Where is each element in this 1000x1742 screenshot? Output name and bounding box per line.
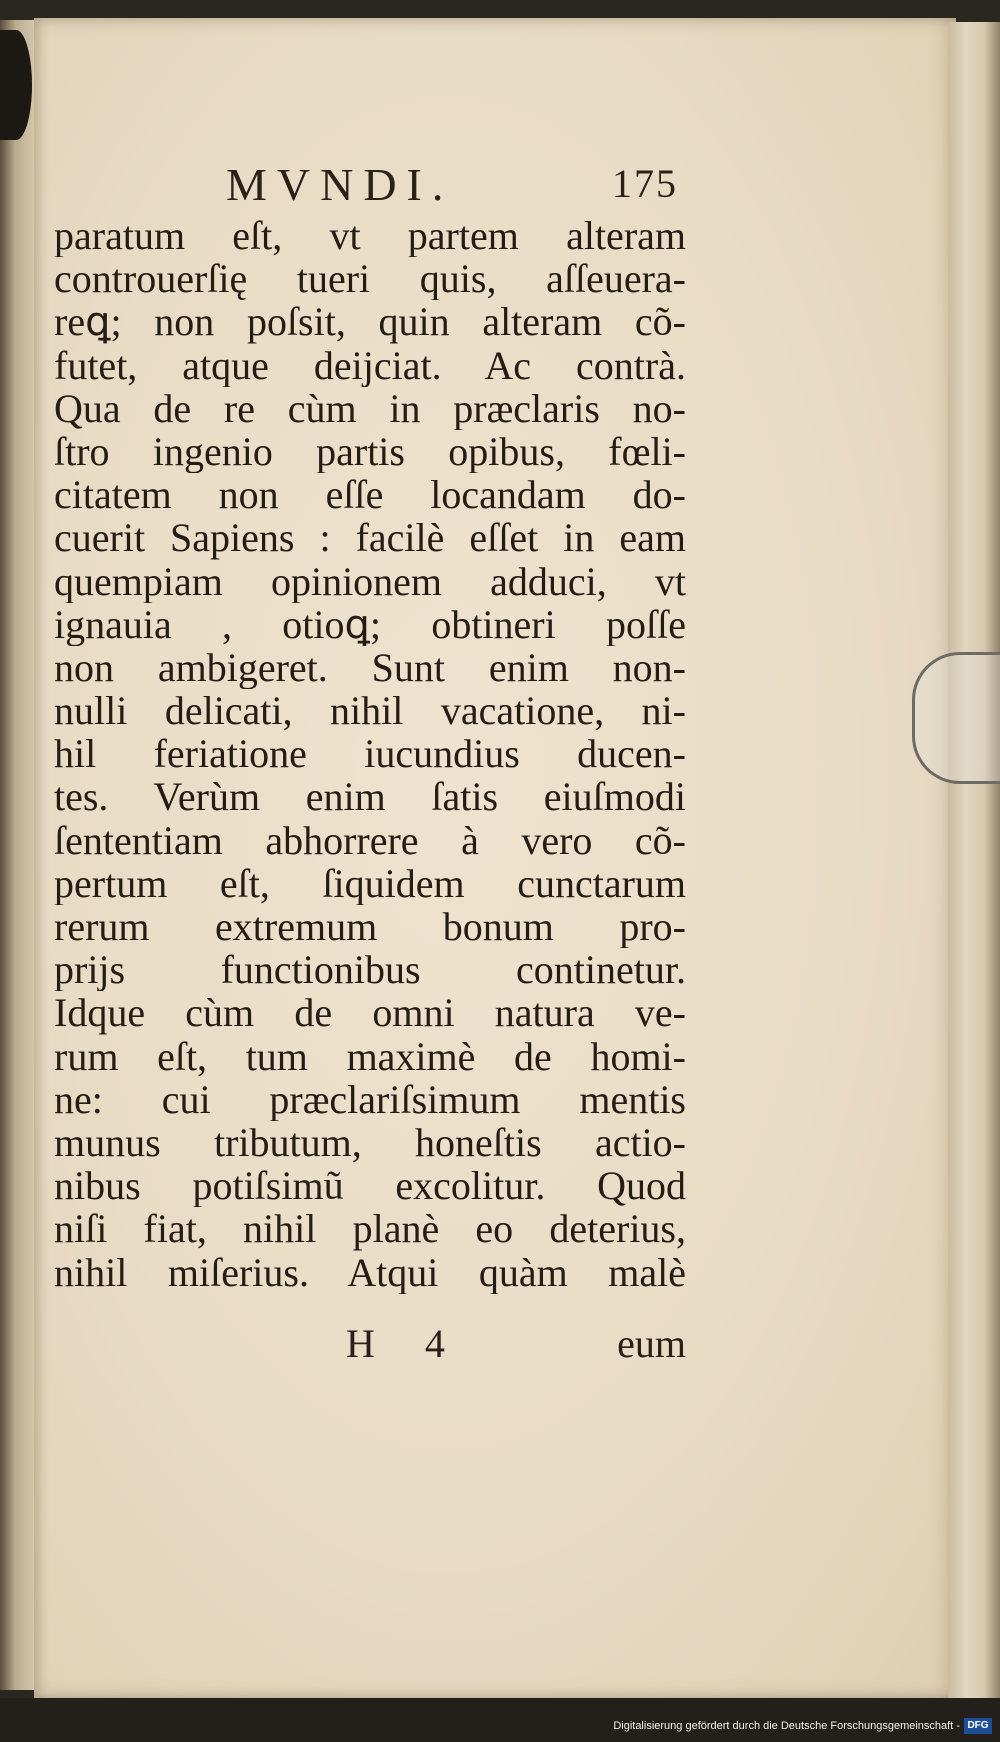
- text-line: ignauia , otioꝗ; obtineri poſſe: [54, 602, 686, 646]
- text-line: citatem non eſſe locandam do-: [54, 473, 686, 517]
- text-line: quempiam opinionem adduci, vt: [54, 559, 686, 603]
- running-title: MVNDI.: [226, 159, 454, 210]
- page-shadow: [0, 30, 32, 140]
- page-number: 175: [612, 161, 678, 206]
- page-clip: [912, 652, 1000, 784]
- text-line: controuerſię tueri quis, aſſeuera-: [54, 257, 686, 301]
- body-text: [54, 214, 686, 1294]
- text-line: cuerit Sapiens : facilè eſſet in eam: [54, 516, 686, 560]
- text-line: prijs functionibus continetur.: [54, 948, 686, 992]
- text-line: nihil miſerius. Atqui quàm malè: [54, 1250, 686, 1294]
- adjacent-page-edge: [0, 20, 38, 1690]
- dfg-logo: DFG: [964, 1718, 992, 1734]
- text-line: pertum eſt, ſiquidem cunctarum: [54, 861, 686, 905]
- text-line: Qua de re cùm in præclaris no-: [54, 386, 686, 430]
- text-line: munus tributum, honeſtis actio-: [54, 1120, 686, 1165]
- text-line: hil feriatione iucundius ducen-: [54, 732, 686, 776]
- text-line: rum eſt, tum maximè de homi-: [54, 1034, 686, 1078]
- text-line: paratum eſt, vt partem alteram: [54, 214, 686, 258]
- text-line: Idque cùm de omni natura ve-: [54, 991, 686, 1035]
- page-header: [226, 158, 678, 218]
- digitization-credit: Digitalisierung gefördert durch die Deutsche Forschungsgemeinschaft -: [613, 1720, 960, 1732]
- text-line: futet, atque deijciat. Ac contrà.: [54, 343, 686, 387]
- text-line: reꝗ; non poſsit, quin alteram cõ-: [54, 300, 686, 344]
- signature-mark: H 4: [346, 1321, 465, 1366]
- text-line: rerum extremum bonum pro-: [54, 905, 686, 949]
- text-line: nulli delicati, nihil vacatione, ni-: [54, 689, 686, 733]
- fore-edge: [948, 22, 1000, 1698]
- text-line: ſententiam abhorrere à vero cõ-: [54, 818, 686, 862]
- text-line: niſi fiat, nihil planè eo deterius,: [54, 1207, 686, 1251]
- text-line: ſtro ingenio partis opibus, fœli-: [54, 429, 686, 474]
- page-footer: [54, 1320, 686, 1364]
- catchword: eum: [617, 1321, 686, 1366]
- text-line: non ambigeret. Sunt enim non-: [54, 645, 686, 690]
- text-line: nibus potiſsimũ excolitur. Quod: [54, 1164, 686, 1208]
- text-line: ne: cui præclariſsimum mentis: [54, 1077, 686, 1121]
- text-line: tes. Verùm enim ſatis eiuſmodi: [54, 775, 686, 819]
